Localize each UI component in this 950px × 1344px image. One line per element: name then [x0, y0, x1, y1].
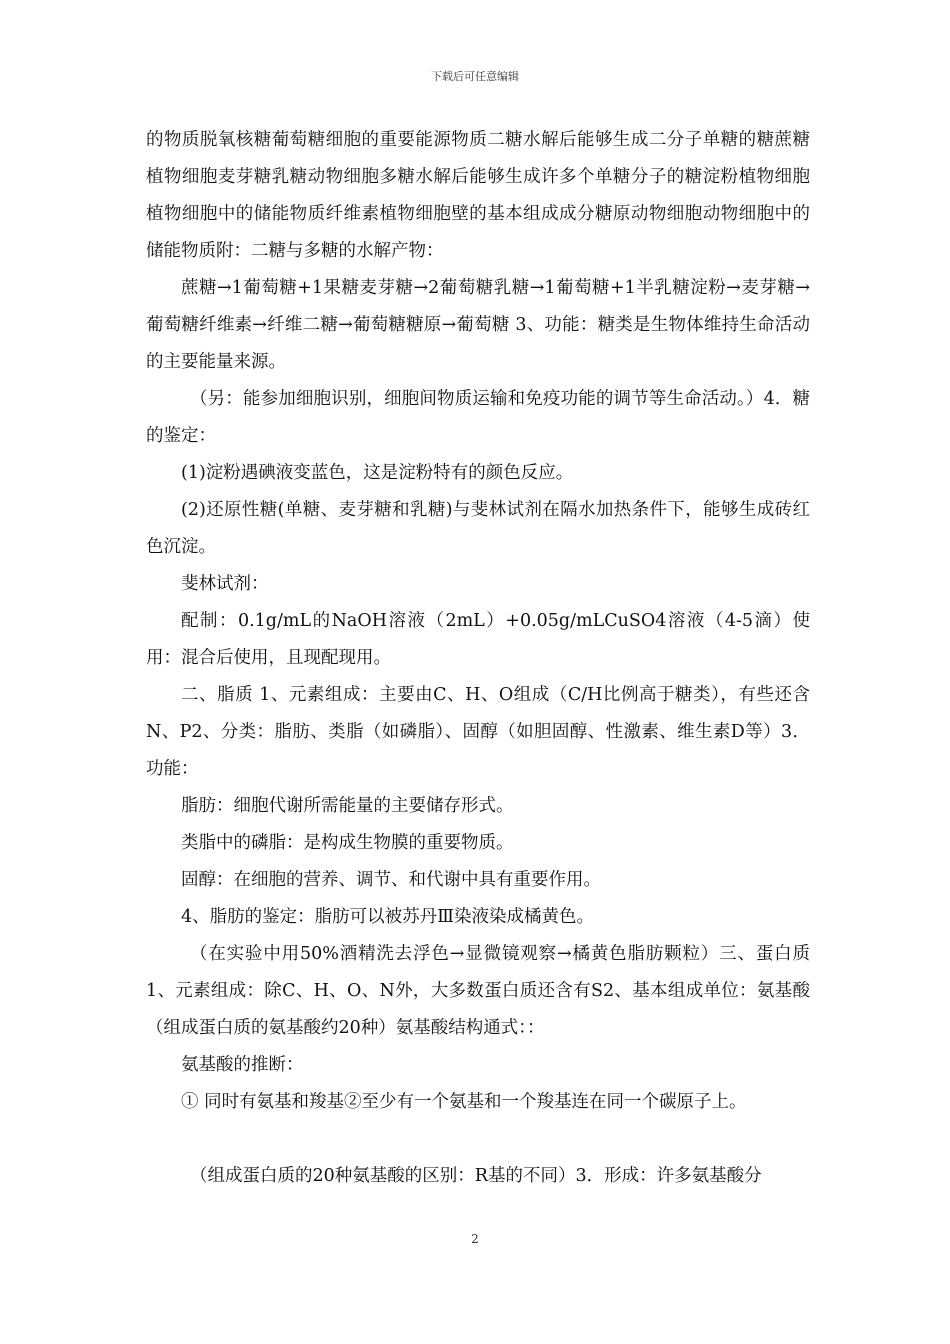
paragraph: 脂肪：细胞代谢所需能量的主要储存形式。 [181, 796, 514, 816]
paragraph: 类脂中的磷脂：是构成生物膜的重要物质。 [181, 833, 514, 853]
document-body [146, 122, 810, 1195]
paragraph: (2)还原性糖(单糖、麦芽糖和乳糖)与斐林试剂在隔水加热条件下，能够生成砖红色沉淀。 [146, 500, 810, 557]
paragraph: 配制：0.1g/mL的NaOH溶液（2mL）+0.05g/mLCuSO4溶液（4-5滴）使用：混合后使用，且现配现用。 [146, 611, 810, 668]
paragraph: 的物质脱氧核糖葡萄糖细胞的重要能源物质二糖水解后能够生成二分子单糖的糖蔗糖植物细胞麦芽糖乳糖动物细胞多糖水解后能够生成许多个单糖分子的糖淀粉植物细胞植物细胞中的储能物质纤维素植物细胞壁的基本组成成分糖原动物细胞动物细胞中的储能物质附：二糖与多糖的水解产物： [146, 130, 810, 261]
paragraph: ① 同时有氨基和羧基②至少有一个氨基和一个羧基连在同一个碳原子上。 [181, 1092, 747, 1112]
paragraph: 固醇：在细胞的营养、调节、和代谢中具有重要作用。 [181, 870, 601, 890]
paragraph: 蔗糖→1葡萄糖+1果糖麦芽糖→2葡萄糖乳糖→1葡萄糖+1半乳糖淀粉→麦芽糖→葡萄糖纤维素→纤维二糖→葡萄糖糖原→葡萄糖 3、功能：糖类是生物体维持生命活动的主要能量来源。 [146, 278, 810, 372]
paragraph: 斐林试剂： [181, 574, 269, 594]
page-number: 2 [471, 1232, 479, 1246]
paragraph: (1)淀粉遇碘液变蓝色，这是淀粉特有的颜色反应。 [181, 463, 574, 483]
page-header: 下载后可任意编辑 [431, 70, 519, 83]
paragraph: （另：能参加细胞识别，细胞间物质运输和免疫功能的调节等生命活动。）4．糖的鉴定： [146, 389, 810, 446]
paragraph: （组成蛋白质的20种氨基酸的区别：R基的不同）3．形成：许多氨基酸分 [190, 1166, 762, 1186]
paragraph: 氨基酸的推断： [181, 1055, 304, 1075]
blank-line [146, 1121, 810, 1158]
paragraph: 4、脂肪的鉴定：脂肪可以被苏丹Ⅲ染液染成橘黄色。 [181, 907, 595, 927]
paragraph: 二、脂质 1、元素组成：主要由C、H、O组成（C/H比例高于糖类），有些还含N、P2、分类：脂肪、类脂（如磷脂）、固醇（如胆固醇、性激素、维生素D等）3．功能： [146, 685, 810, 779]
paragraph: （在实验中用50%酒精洗去浮色→显微镜观察→橘黄色脂肪颗粒）三、蛋白质 1、元素组成：除C、H、O、N外，大多数蛋白质还含有S2、基本组成单位：氨基酸（组成蛋白质的氨基酸约20种）氨基酸结构通式：： [146, 944, 810, 1038]
